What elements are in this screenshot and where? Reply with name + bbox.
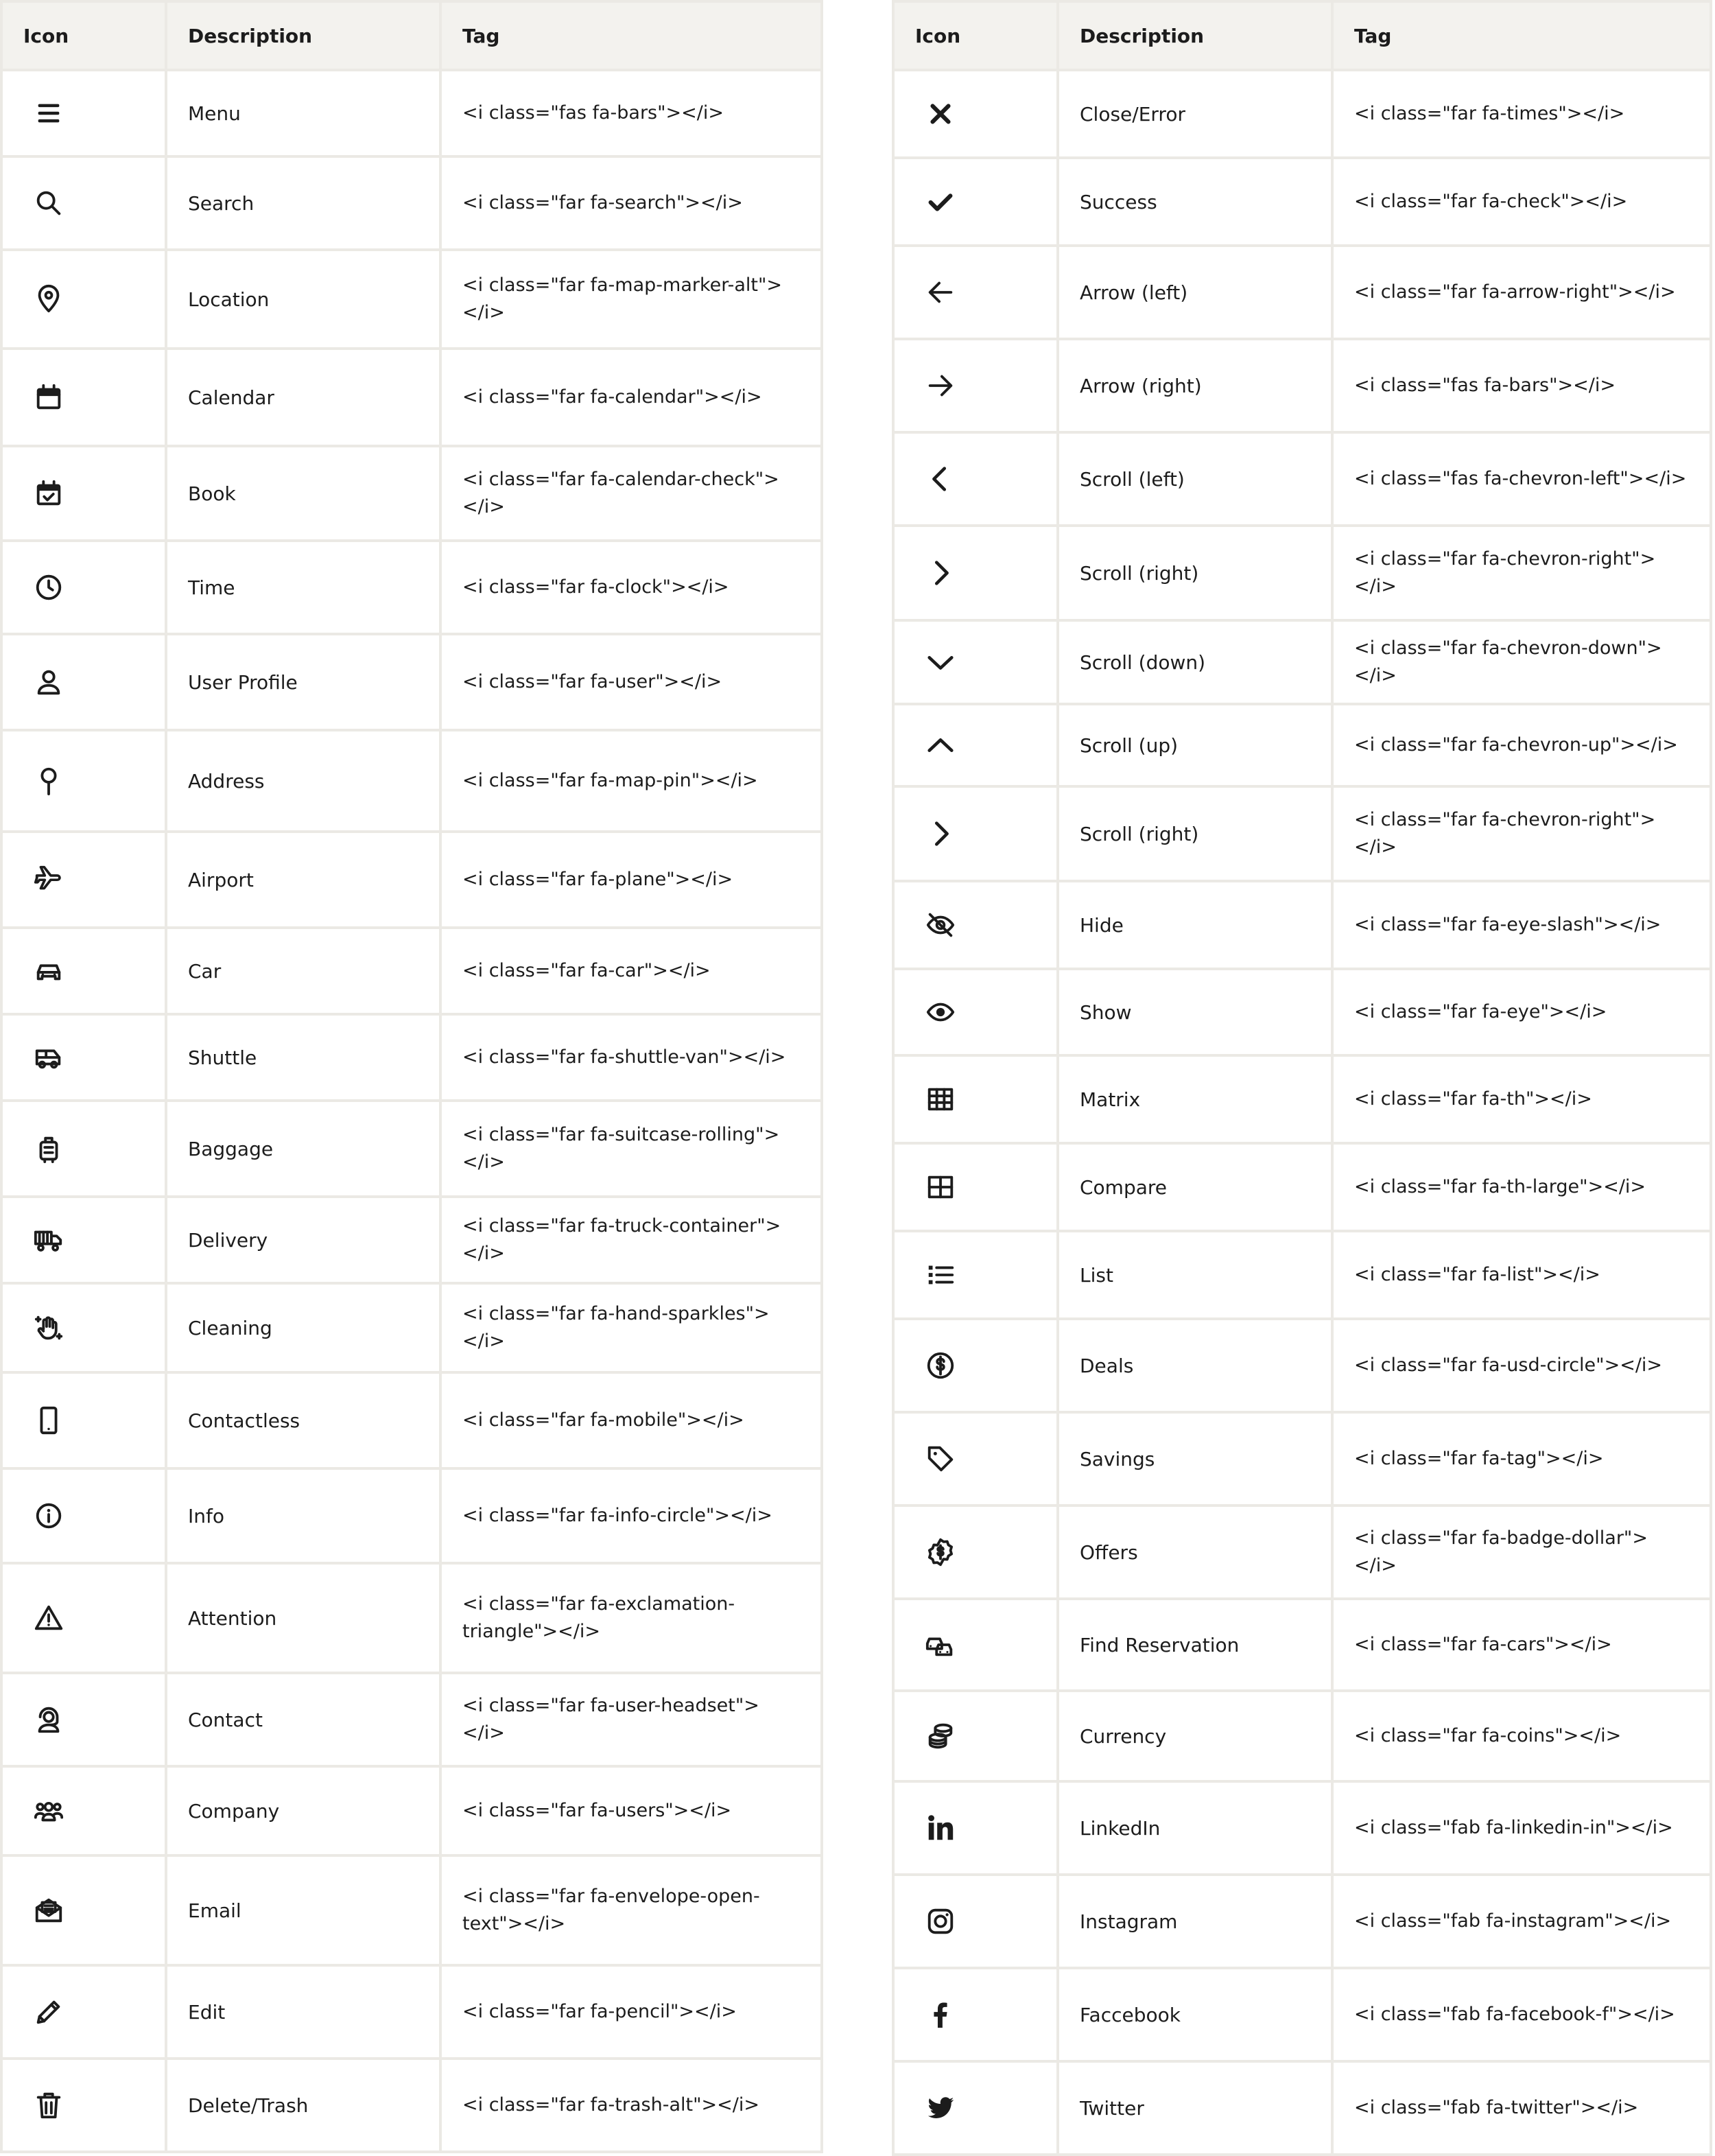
tag-cell: <i class="far fa-badge-dollar"></i>: [1332, 1505, 1711, 1599]
icon-cell: [893, 969, 1058, 1055]
table-row: [1, 1283, 822, 1372]
header-row: [1, 1, 822, 70]
description-cell: Twitter: [1058, 2061, 1332, 2155]
trash-icon: [33, 2089, 64, 2121]
icon-cell: [893, 70, 1058, 158]
icon-cell: [893, 1599, 1058, 1691]
icon-cell: [893, 1319, 1058, 1412]
tag-cell: <i class="far fa-times"></i>: [1332, 70, 1711, 158]
table-row: [1, 1014, 822, 1101]
chevron-left-icon: [925, 463, 956, 495]
table-row: [893, 1505, 1711, 1599]
description-cell: Contact: [166, 1673, 440, 1766]
table-row: [1, 1673, 822, 1766]
table-row: [1, 446, 822, 541]
icon-cell: [1, 1283, 166, 1372]
tag-cell: <i class="far fa-envelope-open-text"></i>: [440, 1855, 822, 1965]
description-cell: Hide: [1058, 881, 1332, 969]
table-row: [893, 1599, 1711, 1691]
description-cell: Attention: [166, 1563, 440, 1673]
description-column-header: Description: [166, 1, 440, 70]
table-row: [893, 704, 1711, 786]
mobile-icon: [33, 1405, 64, 1436]
table-row: [893, 1143, 1711, 1231]
tag-cell: <i class="far fa-calendar-check"></i>: [440, 446, 822, 541]
pencil-icon: [33, 1996, 64, 2028]
description-cell: Delivery: [166, 1197, 440, 1283]
car-icon: [33, 955, 64, 987]
eye-slash-icon: [925, 909, 956, 941]
tag-cell: <i class="far fa-th-large"></i>: [1332, 1143, 1711, 1231]
description-cell: Shuttle: [166, 1014, 440, 1101]
arrow-right-icon: [925, 370, 956, 401]
description-cell: Arrow (left): [1058, 246, 1332, 339]
description-cell: LinkedIn: [1058, 1781, 1332, 1875]
truck-container-icon: [33, 1224, 64, 1256]
th-icon: [925, 1083, 956, 1115]
tag-cell: <i class="far fa-trash-alt"></i>: [440, 2059, 822, 2152]
table-row: [1, 70, 822, 156]
icon-cell: [893, 1781, 1058, 1875]
tag-column-header: Tag: [1332, 1, 1711, 70]
tag-cell: <i class="far fa-truck-container"></i>: [440, 1197, 822, 1283]
description-cell: Compare: [1058, 1143, 1332, 1231]
tag-cell: <i class="far fa-tag"></i>: [1332, 1412, 1711, 1505]
icon-column-header: Icon: [893, 1, 1058, 70]
icon-cell: [893, 2061, 1058, 2155]
description-cell: Time: [166, 541, 440, 634]
chevron-right-icon: [925, 557, 956, 589]
description-cell: Delete/Trash: [166, 2059, 440, 2152]
envelope-open-text-icon: [33, 1895, 64, 1926]
table-row: [1, 1372, 822, 1468]
description-cell: Scroll (up): [1058, 704, 1332, 786]
bars-icon: [33, 97, 64, 129]
description-cell: Info: [166, 1468, 440, 1563]
description-cell: Arrow (right): [1058, 339, 1332, 432]
tag-cell: <i class="far fa-chevron-down"></i>: [1332, 620, 1711, 704]
chevron-right-icon: [925, 818, 956, 849]
icon-cell: [1, 349, 166, 446]
table-row: [893, 526, 1711, 620]
tag-cell: <i class="far fa-users"></i>: [440, 1766, 822, 1855]
facebook-icon: [925, 1999, 956, 2030]
search-icon: [33, 187, 64, 219]
usd-circle-icon: [925, 1350, 956, 1381]
icon-cell: [893, 339, 1058, 432]
icon-cell: [1, 1197, 166, 1283]
description-cell: Matrix: [1058, 1055, 1332, 1143]
table-row: [1, 730, 822, 832]
info-circle-icon: [33, 1500, 64, 1532]
icon-cell: [893, 704, 1058, 786]
table-row: [893, 158, 1711, 246]
description-cell: Calendar: [166, 349, 440, 446]
icon-cell: [893, 1412, 1058, 1505]
plane-icon: [33, 864, 64, 895]
suitcase-rolling-icon: [33, 1133, 64, 1164]
icon-column-header: Icon: [1, 1, 166, 70]
left-icon-table: [0, 0, 823, 2153]
description-cell: Email: [166, 1855, 440, 1965]
description-cell: Airport: [166, 832, 440, 928]
table-row: [893, 1055, 1711, 1143]
tag-cell: <i class="far fa-eye-slash"></i>: [1332, 881, 1711, 969]
description-cell: Search: [166, 156, 440, 250]
description-cell: List: [1058, 1231, 1332, 1319]
hand-sparkles-icon: [33, 1312, 64, 1344]
th-large-icon: [925, 1171, 956, 1203]
linkedin-icon: [925, 1812, 956, 1844]
tag-cell: <i class="far fa-exclamation-triangle"></i>: [440, 1563, 822, 1673]
table-row: [1, 541, 822, 634]
users-icon: [33, 1795, 64, 1827]
description-cell: Contactless: [166, 1372, 440, 1468]
description-cell: Deals: [1058, 1319, 1332, 1412]
table-row: [893, 2061, 1711, 2155]
icon-cell: [1, 1101, 166, 1197]
icon-cell: [1, 634, 166, 730]
tag-cell: <i class="far fa-mobile"></i>: [440, 1372, 822, 1468]
icon-cell: [893, 1231, 1058, 1319]
table-row: [893, 1319, 1711, 1412]
description-cell: Find Reservation: [1058, 1599, 1332, 1691]
chevron-up-icon: [925, 729, 956, 761]
icon-cell: [1, 156, 166, 250]
icon-cell: [1, 446, 166, 541]
description-cell: Company: [166, 1766, 440, 1855]
badge-dollar-icon: [925, 1536, 956, 1568]
icon-cell: [893, 620, 1058, 704]
tag-cell: <i class="far fa-chevron-right"></i>: [1332, 786, 1711, 881]
calendar-check-icon: [33, 478, 64, 509]
description-cell: Offers: [1058, 1505, 1332, 1599]
description-cell: Faccebook: [1058, 1968, 1332, 2061]
tag-cell: <i class="far fa-th"></i>: [1332, 1055, 1711, 1143]
table-row: [1, 1855, 822, 1965]
icon-cell: [893, 158, 1058, 246]
table-row: [893, 70, 1711, 158]
table-row: [893, 1412, 1711, 1505]
calendar-icon: [33, 382, 64, 413]
table-row: [893, 1968, 1711, 2061]
icon-cell: [1, 1673, 166, 1766]
icon-cell: [1, 928, 166, 1014]
twitter-icon: [925, 2092, 956, 2124]
icon-cell: [1, 1014, 166, 1101]
icon-cell: [893, 1875, 1058, 1968]
icon-cell: [1, 1468, 166, 1563]
user-icon: [33, 666, 64, 698]
description-cell: Scroll (left): [1058, 432, 1332, 526]
description-cell: Book: [166, 446, 440, 541]
description-cell: Baggage: [166, 1101, 440, 1197]
coins-icon: [925, 1720, 956, 1752]
description-cell: Scroll (down): [1058, 620, 1332, 704]
table-row: [1, 1468, 822, 1563]
table-row: [893, 339, 1711, 432]
tag-cell: <i class="far fa-car"></i>: [440, 928, 822, 1014]
description-cell: Close/Error: [1058, 70, 1332, 158]
description-cell: Show: [1058, 969, 1332, 1055]
table-row: [893, 620, 1711, 704]
icon-cell: [893, 1505, 1058, 1599]
tag-icon: [925, 1443, 956, 1475]
table-row: [1, 2059, 822, 2152]
description-cell: User Profile: [166, 634, 440, 730]
check-icon: [925, 186, 956, 218]
description-cell: Menu: [166, 70, 440, 156]
tag-cell: <i class="far fa-list"></i>: [1332, 1231, 1711, 1319]
icon-cell: [1, 250, 166, 349]
description-cell: Instagram: [1058, 1875, 1332, 1968]
tag-cell: <i class="far fa-calendar"></i>: [440, 349, 822, 446]
description-cell: Currency: [1058, 1691, 1332, 1781]
table-row: [1, 1965, 822, 2059]
table-row: [893, 1875, 1711, 1968]
tag-cell: <i class="far fa-user"></i>: [440, 634, 822, 730]
icon-cell: [1, 730, 166, 832]
exclamation-triangle-icon: [33, 1602, 64, 1634]
icon-cell: [893, 1055, 1058, 1143]
tag-cell: <i class="far fa-search"></i>: [440, 156, 822, 250]
tag-cell: <i class="far fa-usd-circle"></i>: [1332, 1319, 1711, 1412]
clock-icon: [33, 572, 64, 603]
tag-cell: <i class="far fa-clock"></i>: [440, 541, 822, 634]
instagram-icon: [925, 1906, 956, 1937]
tag-cell: <i class="fab fa-linkedin-in"></i>: [1332, 1781, 1711, 1875]
icon-cell: [1, 2059, 166, 2152]
table-row: [1, 634, 822, 730]
tag-cell: <i class="far fa-pencil"></i>: [440, 1965, 822, 2059]
table-row: [893, 969, 1711, 1055]
icon-cell: [893, 1143, 1058, 1231]
icon-cell: [1, 1855, 166, 1965]
map-pin-icon: [33, 765, 64, 797]
tag-cell: <i class="far fa-chevron-right"></i>: [1332, 526, 1711, 620]
icon-cell: [1, 1563, 166, 1673]
icon-cell: [1, 1766, 166, 1855]
table-row: [893, 1231, 1711, 1319]
table-row: [1, 349, 822, 446]
tag-cell: <i class="far fa-arrow-right"></i>: [1332, 246, 1711, 339]
table-row: [1, 1101, 822, 1197]
tag-cell: <i class="fas fa-bars"></i>: [1332, 339, 1711, 432]
tag-cell: <i class="far fa-plane"></i>: [440, 832, 822, 928]
description-cell: Cleaning: [166, 1283, 440, 1372]
icon-cell: [893, 881, 1058, 969]
tag-cell: <i class="far fa-info-circle"></i>: [440, 1468, 822, 1563]
tag-cell: <i class="fas fa-chevron-left"></i>: [1332, 432, 1711, 526]
icon-cell: [1, 70, 166, 156]
tag-cell: <i class="far fa-map-pin"></i>: [440, 730, 822, 832]
description-cell: Edit: [166, 1965, 440, 2059]
map-marker-icon: [33, 283, 64, 315]
description-cell: Success: [1058, 158, 1332, 246]
tag-cell: <i class="far fa-coins"></i>: [1332, 1691, 1711, 1781]
table-row: [1, 928, 822, 1014]
table-row: [1, 1197, 822, 1283]
table-row: [893, 1781, 1711, 1875]
table-row: [893, 786, 1711, 881]
tag-cell: <i class="fab fa-facebook-f"></i>: [1332, 1968, 1711, 2061]
icon-cell: [1, 1965, 166, 2059]
tag-cell: <i class="far fa-user-headset"></i>: [440, 1673, 822, 1766]
description-cell: Car: [166, 928, 440, 1014]
right-icon-table: [892, 0, 1712, 2156]
eye-icon: [925, 996, 956, 1028]
tag-column-header: Tag: [440, 1, 822, 70]
header-row: [893, 1, 1711, 70]
times-icon: [925, 98, 956, 130]
tag-cell: <i class="far fa-suitcase-rolling"></i>: [440, 1101, 822, 1197]
user-headset-icon: [33, 1704, 64, 1735]
list-icon: [925, 1259, 956, 1291]
icon-cell: [893, 786, 1058, 881]
tag-cell: <i class="far fa-shuttle-van"></i>: [440, 1014, 822, 1101]
tag-cell: <i class="far fa-map-marker-alt"></i>: [440, 250, 822, 349]
icon-cell: [1, 832, 166, 928]
icon-cell: [893, 1968, 1058, 2061]
tag-cell: <i class="far fa-eye"></i>: [1332, 969, 1711, 1055]
description-cell: Savings: [1058, 1412, 1332, 1505]
tag-cell: <i class="far fa-cars"></i>: [1332, 1599, 1711, 1691]
chevron-down-icon: [925, 646, 956, 678]
icon-cell: [893, 526, 1058, 620]
description-cell: Scroll (right): [1058, 786, 1332, 881]
table-row: [1, 156, 822, 250]
icon-cell: [893, 432, 1058, 526]
icon-cell: [893, 1691, 1058, 1781]
table-row: [893, 432, 1711, 526]
table-row: [893, 246, 1711, 339]
tag-cell: <i class="far fa-check"></i>: [1332, 158, 1711, 246]
arrow-left-icon: [925, 277, 956, 308]
icon-cell: [1, 541, 166, 634]
table-row: [1, 1766, 822, 1855]
description-cell: Location: [166, 250, 440, 349]
description-cell: Address: [166, 730, 440, 832]
table-row: [1, 832, 822, 928]
tag-cell: <i class="fab fa-instagram"></i>: [1332, 1875, 1711, 1968]
cars-icon: [925, 1629, 956, 1661]
tag-cell: <i class="fas fa-bars"></i>: [440, 70, 822, 156]
shuttle-van-icon: [33, 1042, 64, 1073]
table-row: [1, 1563, 822, 1673]
table-row: [1, 250, 822, 349]
icon-cell: [1, 1372, 166, 1468]
tag-cell: <i class="far fa-hand-sparkles"></i>: [440, 1283, 822, 1372]
description-cell: Scroll (right): [1058, 526, 1332, 620]
table-row: [893, 881, 1711, 969]
tag-cell: <i class="fab fa-twitter"></i>: [1332, 2061, 1711, 2155]
tag-cell: <i class="far fa-chevron-up"></i>: [1332, 704, 1711, 786]
icon-cell: [893, 246, 1058, 339]
description-column-header: Description: [1058, 1, 1332, 70]
table-row: [893, 1691, 1711, 1781]
